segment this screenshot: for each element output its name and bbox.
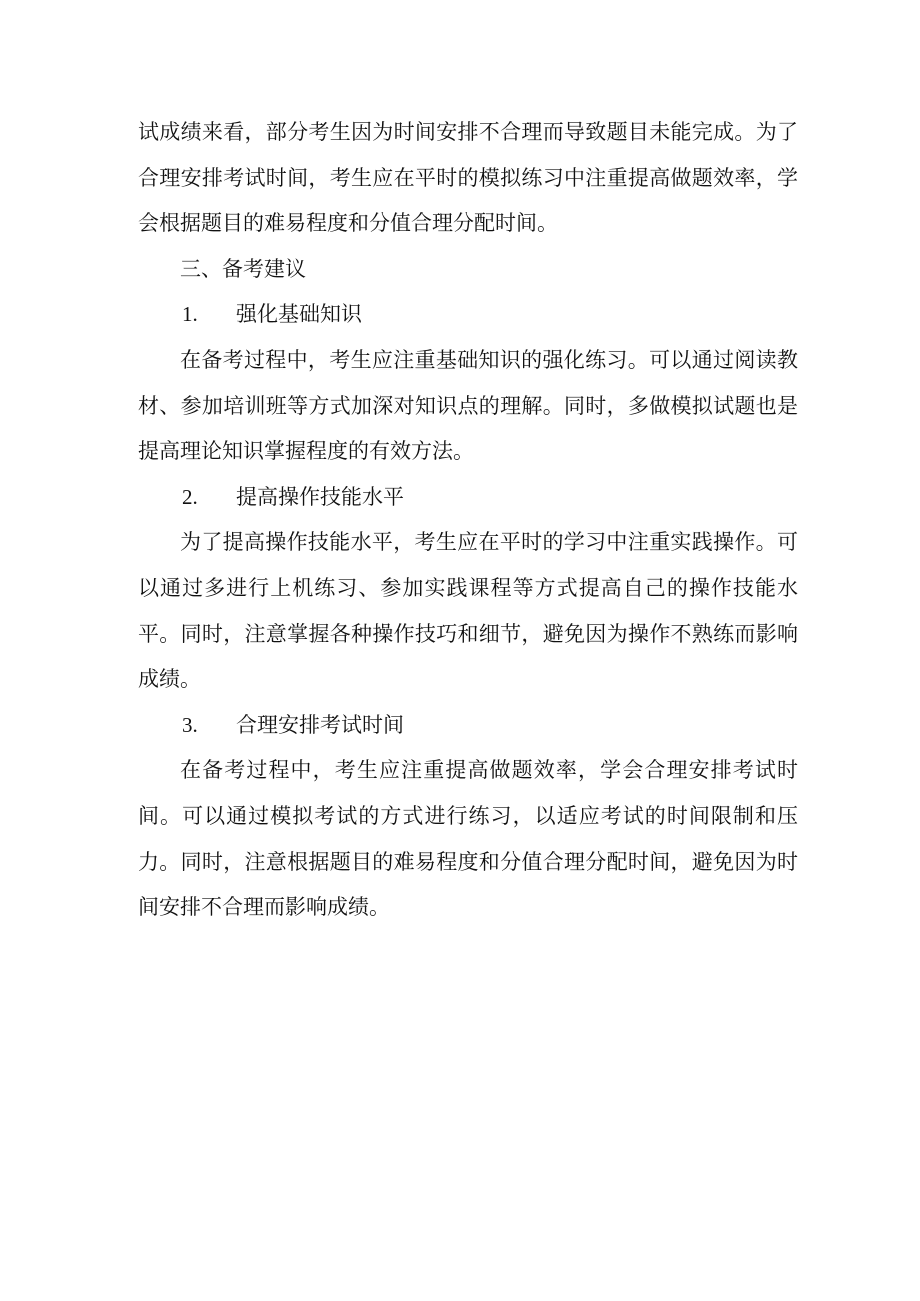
item-number: 1. [182, 302, 198, 327]
item-heading-2 [138, 475, 798, 521]
item-body-1: 在备考过程中，考生应注重基础知识的强化练习。可以通过阅读教材、参加培训班等方式加深对知识点的理解。同时，多做模拟试题也是提高理论知识掌握程度的有效方法。 [138, 347, 798, 464]
item-title: 提高操作技能水平 [236, 484, 404, 509]
section-heading: 三、备考建议 [180, 256, 306, 281]
document-body [138, 110, 798, 931]
item-number: 2. [182, 484, 198, 509]
item-title: 强化基础知识 [236, 302, 362, 327]
opening-paragraph: 试成绩来看，部分考生因为时间安排不合理而导致题目未能完成。为了合理安排考试时间，考生应在平时的模拟练习中注重提高做题效率，学会根据题目的难易程度和分值合理分配时间。 [138, 120, 798, 236]
item-heading-1 [138, 292, 798, 338]
item-body-3: 在备考过程中，考生应注重提高做题效率，学会合理安排考试时间。可以通过模拟考试的方式进行练习，以适应考试的时间限制和压力。同时，注意根据题目的难易程度和分值合理分配时间，避免因为时间安排不合理而影响成绩。 [138, 758, 798, 920]
item-title: 合理安排考试时间 [236, 712, 404, 737]
item-number: 3. [182, 712, 198, 737]
item-body-2: 为了提高操作技能水平，考生应在平时的学习中注重实践操作。可以通过多进行上机练习、参加实践课程等方式提高自己的操作技能水平。同时，注意掌握各种操作技巧和细节，避免因为操作不熟练而影响成绩。 [138, 530, 798, 692]
item-heading-3 [138, 703, 798, 749]
